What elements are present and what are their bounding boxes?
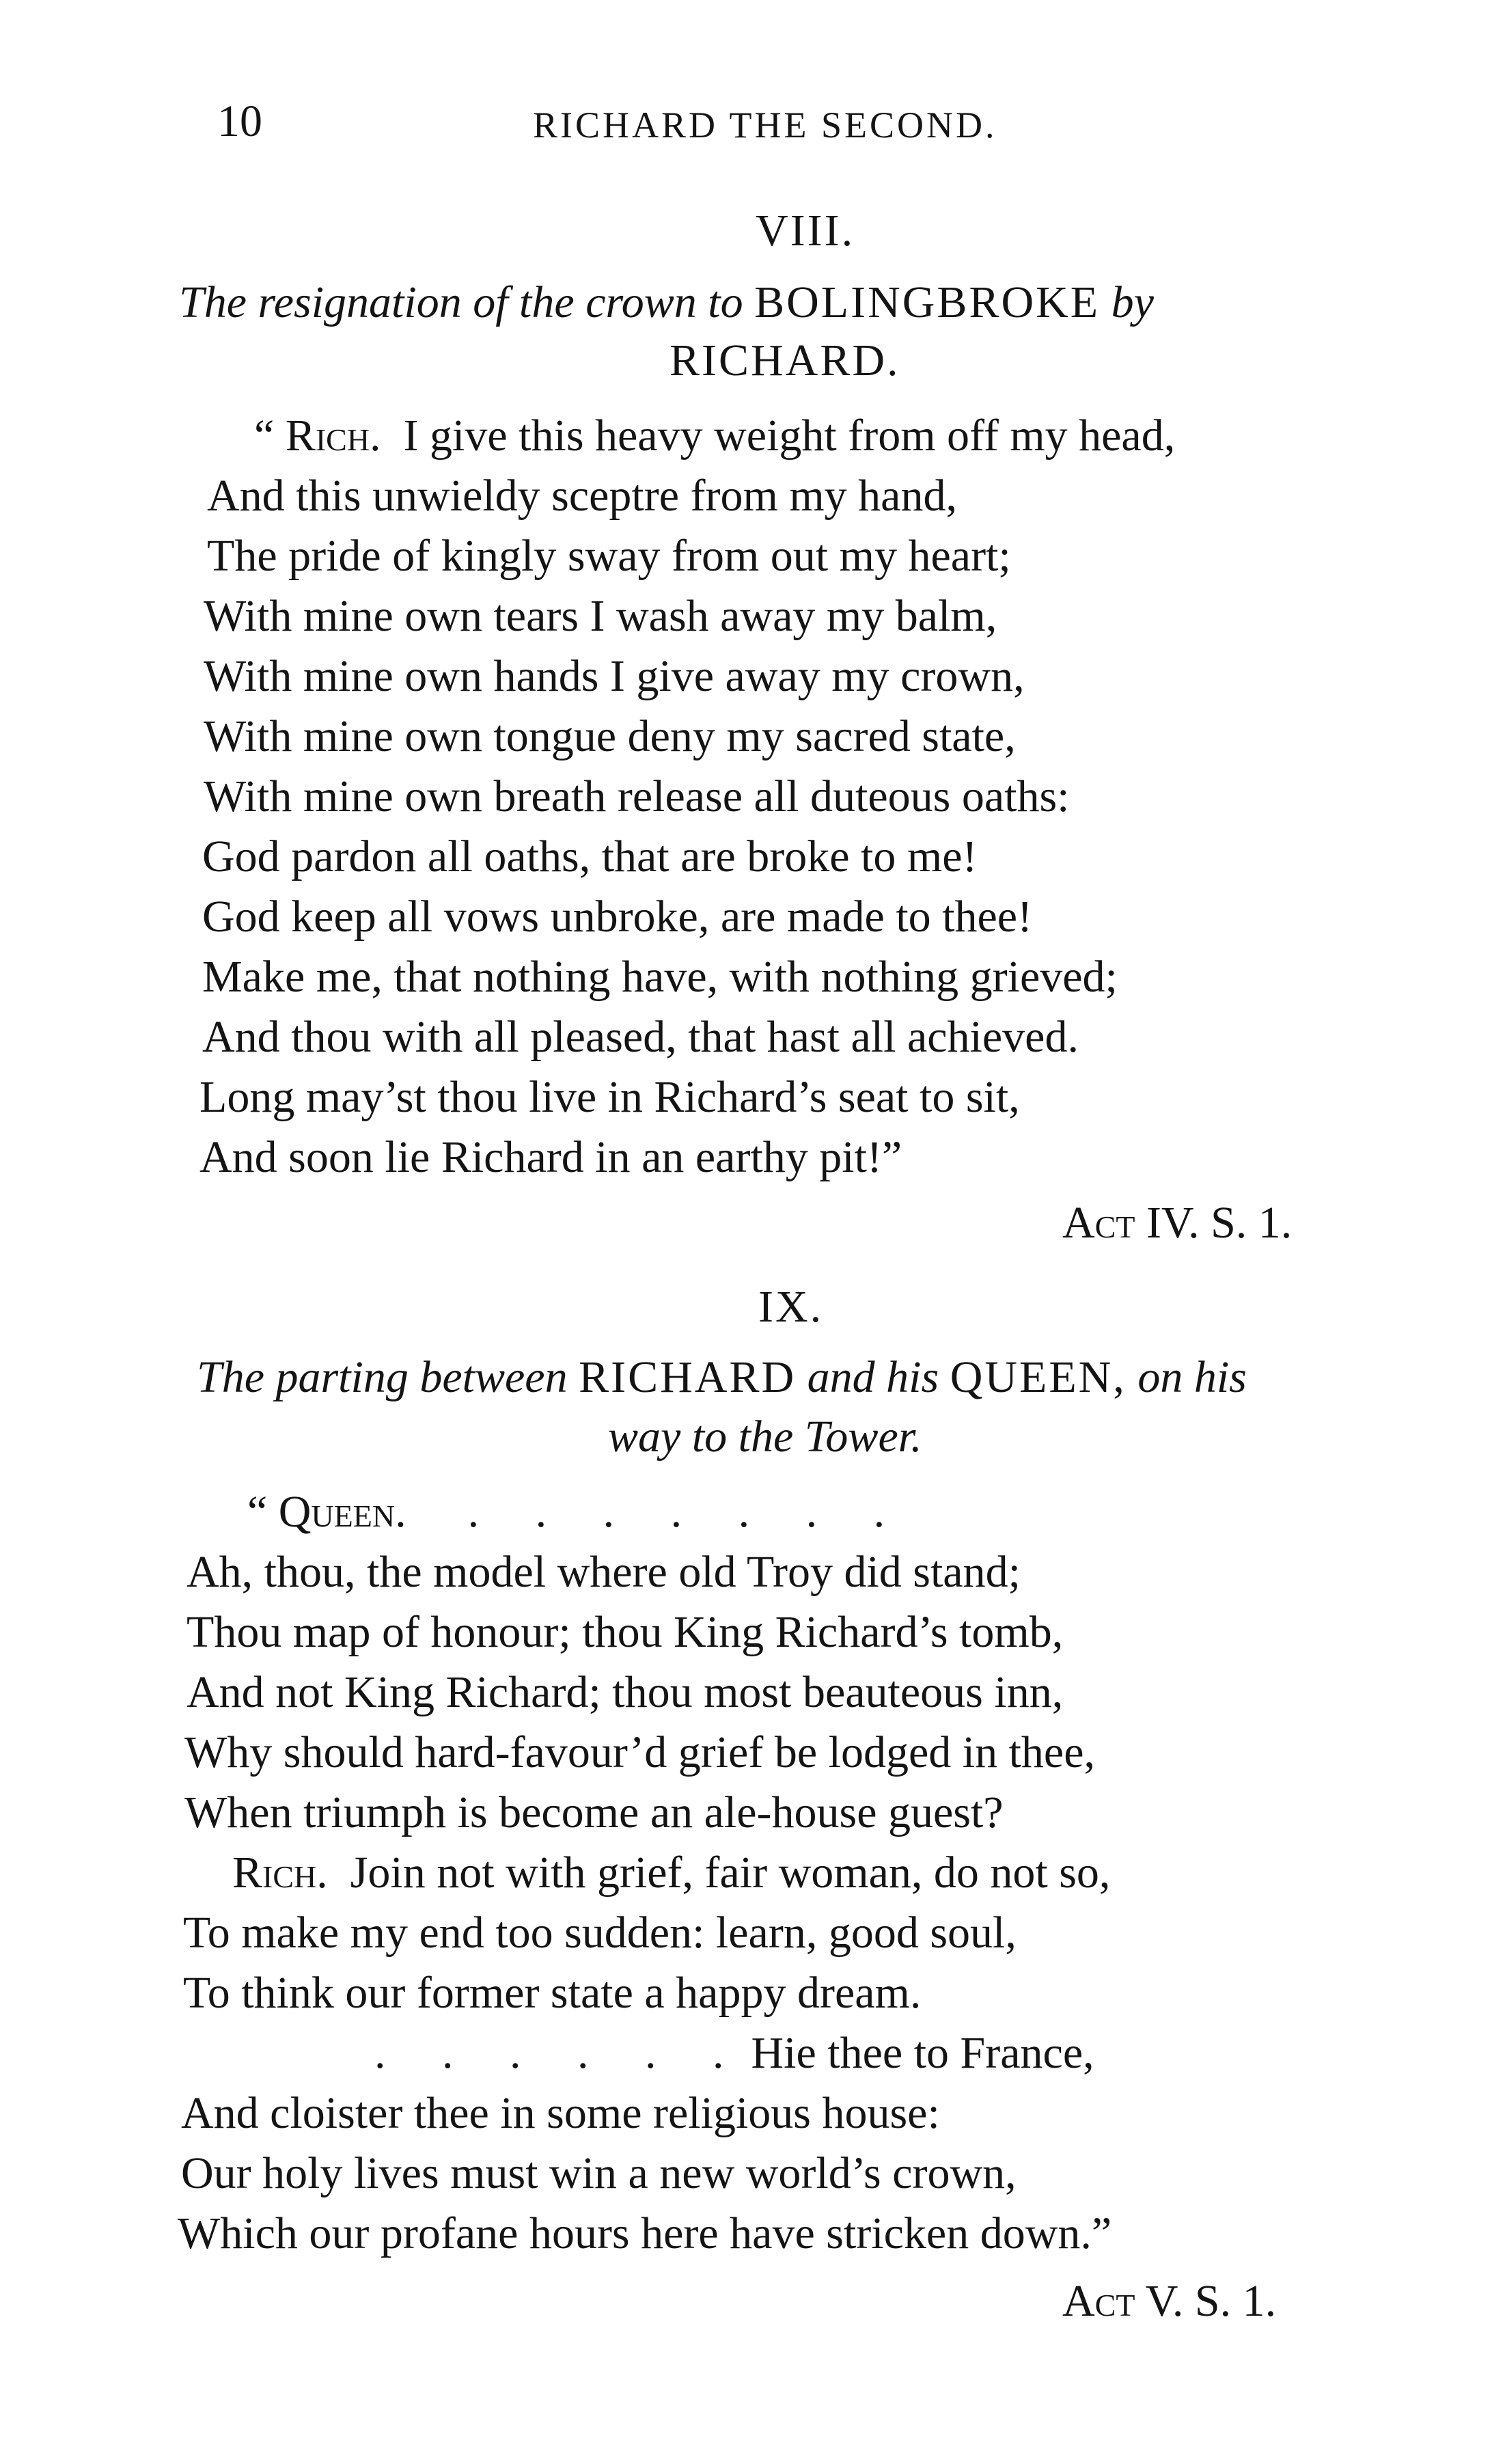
verse-line: To think our former state a happy dream. <box>183 1968 922 2018</box>
title-italic-segment: on his <box>1126 1352 1247 1402</box>
title-italic-segment: and his <box>796 1352 950 1402</box>
act-label: Act <box>1062 1198 1135 1248</box>
verse-line: Which our profane hours here have stricken down.” <box>178 2208 1112 2258</box>
section-numeral: IX. <box>758 1282 824 1332</box>
verse-line: And cloister thee in some religious house: <box>181 2088 940 2138</box>
title-caps-segment: BOLINGBROKE <box>754 277 1101 327</box>
open-quote: “ <box>254 411 286 461</box>
verse-line: With mine own hands I give away my crown, <box>204 651 1025 701</box>
section-title-line <box>608 1411 922 1463</box>
verse-line: The pride of kingly sway from out my heart; <box>207 531 1011 581</box>
verse-line: Make me, that nothing have, with nothing grieved; <box>202 952 1118 1002</box>
running-head: RICHARD THE SECOND. <box>533 105 997 146</box>
act-scene-reference <box>1062 1197 1292 1249</box>
verse-line <box>232 1847 1110 1899</box>
section-title-line <box>179 277 1154 329</box>
verse-text: Hie thee to France, <box>751 2028 1094 2078</box>
speaker-name: Rich. <box>232 1848 328 1898</box>
title-italic-segment: way to the Tower. <box>608 1412 922 1462</box>
verse-line: When triumph is become an ale-house guest? <box>184 1788 1004 1837</box>
verse-line: Our holy lives must win a new world’s crown, <box>181 2148 1017 2198</box>
verse-line <box>247 1486 885 1538</box>
section-numeral: VIII. <box>756 206 855 256</box>
verse-line: And this unwieldy sceptre from my hand, <box>207 471 957 521</box>
section-title-line <box>197 1352 1247 1404</box>
verse-line: And not King Richard; thou most beauteous inn, <box>187 1667 1064 1717</box>
verse-text: I give this heavy weight from off my head, <box>403 411 1176 461</box>
speaker-name: Rich. <box>285 411 381 461</box>
ellipsis-dots: . . . . . . . <box>467 1487 885 1537</box>
verse-line: God pardon all oaths, that are broke to me! <box>202 832 978 881</box>
verse-line: God keep all vows unbroke, are made to thee! <box>202 892 1033 942</box>
open-quote: “ <box>247 1487 279 1537</box>
verse-line: To make my end too sudden: learn, good soul, <box>183 1908 1017 1958</box>
act-scene-number: IV. S. 1. <box>1135 1198 1293 1248</box>
page-number: 10 <box>217 96 262 146</box>
ellipsis-dots: . . . . . . <box>374 2028 724 2078</box>
speaker-name: Queen. <box>278 1487 406 1537</box>
verse-line <box>374 2027 1094 2079</box>
verse-line: And thou with all pleased, that hast all achieved. <box>202 1012 1079 1062</box>
title-italic-segment: by <box>1100 277 1154 327</box>
verse-line: With mine own tongue deny my sacred state, <box>204 711 1016 761</box>
verse-line: Long may’st thou live in Richard’s seat to sit, <box>199 1072 1020 1122</box>
title-caps-segment: RICHARD. <box>669 336 900 385</box>
verse-line: With mine own tears I wash away my balm, <box>204 591 997 641</box>
verse-line: With mine own breath release all duteous oaths: <box>204 771 1070 821</box>
verse-line: Ah, thou, the model where old Troy did stand; <box>187 1547 1021 1597</box>
verse-line <box>254 410 1175 462</box>
act-label: Act <box>1062 2276 1135 2326</box>
act-scene-number: V. S. 1. <box>1135 2276 1277 2326</box>
act-scene-reference <box>1062 2275 1276 2327</box>
title-italic-segment: The parting between <box>197 1352 579 1402</box>
title-italic-segment: The resignation of the crown to <box>179 277 755 327</box>
title-caps-segment: RICHARD <box>579 1352 797 1402</box>
verse-line: Why should hard-favour’d grief be lodged in thee, <box>184 1727 1096 1777</box>
verse-line: And soon lie Richard in an earthy pit!” <box>199 1132 902 1182</box>
section-title-line <box>669 335 900 387</box>
verse-line: Thou map of honour; thou King Richard’s tomb, <box>187 1607 1064 1657</box>
title-caps-segment: QUEEN, <box>950 1352 1127 1402</box>
verse-text: Join not with grief, fair woman, do not so, <box>350 1848 1111 1898</box>
